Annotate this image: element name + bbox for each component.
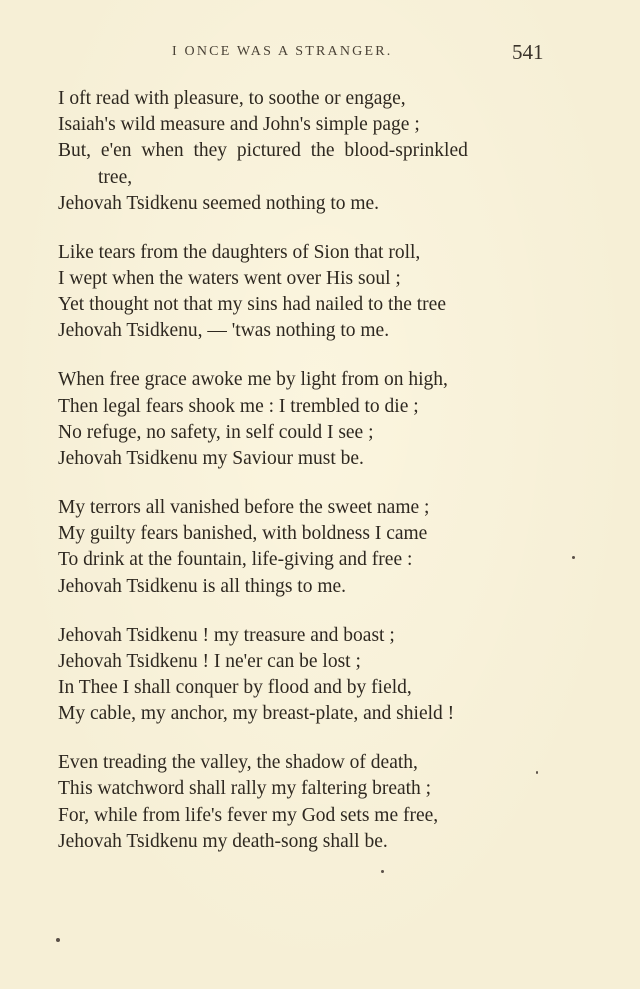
- stanza-2: [58, 240, 618, 345]
- poem-line: This watchword shall rally my faltering breath ;: [58, 778, 432, 800]
- poem-line: Jehovah Tsidkenu seemed nothing to me.: [58, 192, 380, 214]
- ink-speck: [56, 938, 60, 942]
- poem-line: My guilty fears banished, with boldness I came: [58, 523, 428, 545]
- poem-line: Then legal fears shook me : I trembled to die ;: [58, 395, 419, 417]
- stanza-6: [58, 750, 618, 855]
- poem-line: Like tears from the daughters of Sion that roll,: [58, 241, 421, 263]
- running-title: I ONCE WAS A STRANGER.: [172, 44, 393, 59]
- stanza-4: [58, 495, 618, 600]
- page-number: 541: [512, 40, 544, 64]
- poem-line: I oft read with pleasure, to soothe or engage,: [58, 88, 406, 109]
- poem-line: Even treading the valley, the shadow of death,: [58, 752, 418, 774]
- poem-line: My terrors all vanished before the sweet name ;: [58, 497, 430, 519]
- poem: [58, 86, 618, 878]
- poem-line: Jehovah Tsidkenu, — 'twas nothing to me.: [58, 320, 390, 342]
- poem-line: To drink at the fountain, life-giving and free :: [58, 549, 413, 571]
- poem-line: No refuge, no safety, in self could I see ;: [58, 421, 374, 443]
- stanza-5: [58, 623, 618, 728]
- ink-speck: [572, 556, 575, 559]
- poem-line: My cable, my anchor, my breast-plate, and shield !: [58, 703, 455, 725]
- poem-line-continuation: tree,: [98, 166, 133, 188]
- poem-line: When free grace awoke me by light from on high,: [58, 369, 448, 391]
- ink-speck: [536, 771, 538, 774]
- poem-line: In Thee I shall conquer by flood and by field,: [58, 677, 412, 699]
- poem-line: Jehovah Tsidkenu my death-song shall be.: [58, 830, 388, 852]
- stanza-3: [58, 367, 618, 472]
- poem-line: Yet thought not that my sins had nailed to the tree: [58, 294, 446, 316]
- ink-speck: [381, 870, 384, 873]
- stanza-1: [58, 86, 618, 217]
- poem-line: Jehovah Tsidkenu is all things to me.: [58, 575, 347, 597]
- poem-line: I wept when the waters went over His soul ;: [58, 268, 401, 290]
- poem-line: For, while from life's fever my God sets me free,: [58, 804, 439, 826]
- poem-line: Jehovah Tsidkenu ! I ne'er can be lost ;: [58, 650, 361, 672]
- poem-line: Jehovah Tsidkenu my Saviour must be.: [58, 448, 364, 470]
- poem-line: Jehovah Tsidkenu ! my treasure and boast ;: [58, 624, 395, 646]
- poem-line: Isaiah's wild measure and John's simple page ;: [58, 114, 420, 136]
- poem-line: But, e'en when they pictured the blood-sprinkled: [58, 140, 468, 162]
